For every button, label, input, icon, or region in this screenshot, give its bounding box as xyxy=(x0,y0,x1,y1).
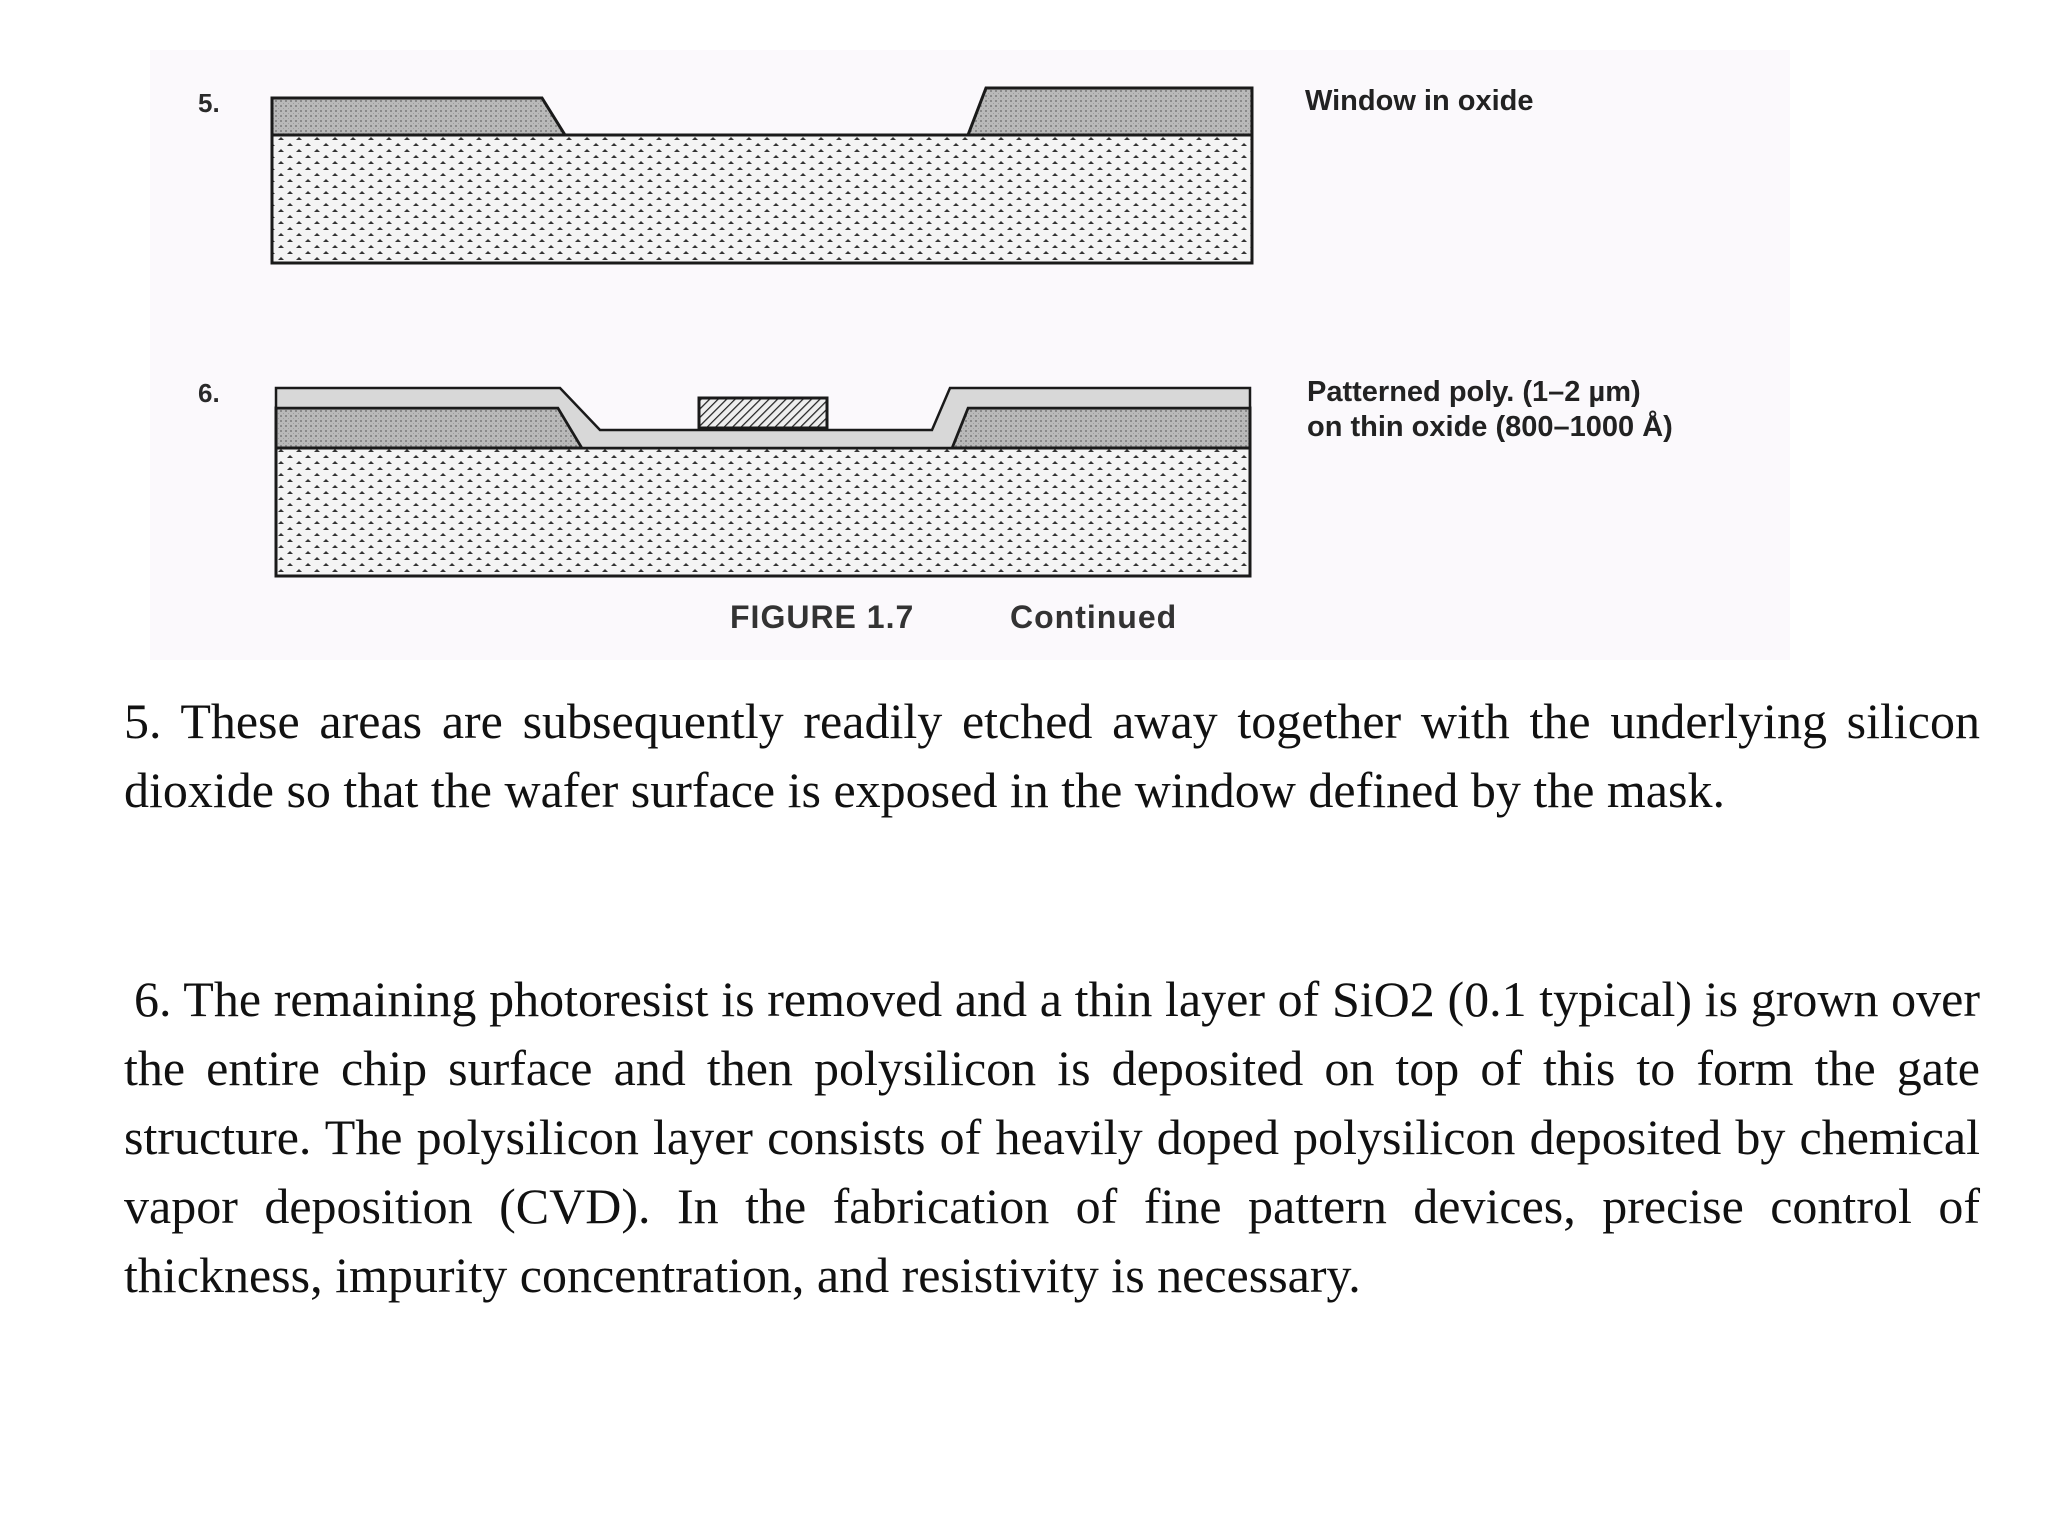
step-5-substrate xyxy=(272,135,1252,263)
paragraph-step-6: 6. The remaining photoresist is removed and a thin layer of SiO2 (0.1 typical) is grown over the entire chip surface and then polysilicon is deposited on top of this to form the gate structure. The polysilicon layer consists of heavily doped polysilicon deposited by chemical vapor deposition (CVD). In the fabrication of fine pattern devices, precise control of thickness, impurity concentration, and resistivity is necessary. xyxy=(124,971,1980,1303)
step-5-number: 5. xyxy=(198,88,220,118)
figure-1-7 xyxy=(150,50,1790,660)
step-6-oxide-right xyxy=(952,408,1250,448)
figure-caption-text: Continued xyxy=(1010,599,1178,635)
step-6-callout-line1: Patterned poly. (1–2 µm) xyxy=(1307,376,1641,408)
step-6-callout-line2: on thin oxide (800–1000 Å) xyxy=(1307,411,1673,443)
step-6-poly-gate xyxy=(699,398,827,428)
step-5-oxide-left xyxy=(272,98,565,135)
step-6-substrate xyxy=(276,448,1250,576)
cross-section-diagram xyxy=(150,50,1790,660)
step-6-oxide-left xyxy=(276,408,582,448)
step-5-oxide-right xyxy=(968,88,1252,135)
step-5-callout: Window in oxide xyxy=(1305,85,1534,117)
paragraph-step-5: 5. These areas are subsequently readily etched away together with the underlying silicon dioxide so that the wafer surface is exposed in the window defined by the mask. xyxy=(124,693,1980,818)
figure-caption-label: FIGURE 1.7 xyxy=(730,599,915,635)
step-6-number: 6. xyxy=(198,378,220,408)
